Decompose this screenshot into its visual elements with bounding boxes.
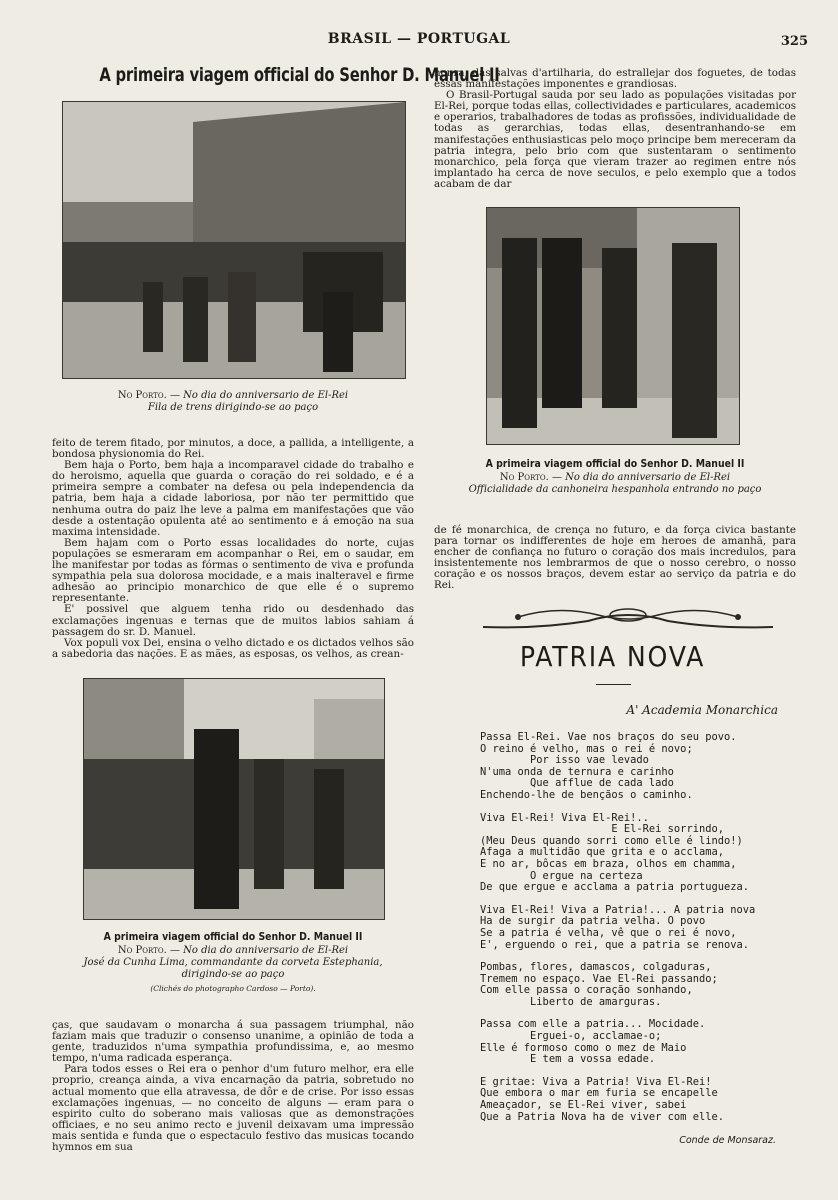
stanza	[480, 732, 800, 802]
photo-carriages	[62, 101, 406, 379]
poem-line: Ha de surgir da patria velha. O povo	[480, 915, 706, 928]
paragraph: Vox populi vox Dei, ensina o velho dictado e os dictados velhos são a sabedoria das nações. E as mães, as esposas, os velhos, as crean-	[52, 636, 414, 660]
figure1-caption-sub: Fila de trens dirigindo-se ao paço	[147, 402, 319, 413]
poem-line: Com elle passa o coração sonhando,	[480, 984, 693, 997]
paragraph: O Brasil-Portugal sauda por seu lado as populações visitadas por El-Rei, porque todas ellas, collectividades e particulares, academicos e operarios, trabalhadores de todas as profissões, individualidade de todas as gerarchias, todas ellas, desentranhando-se em manifestações enthusiasticas pelo moço principe bem mereceram da patria integra, pelo brio com que sustentaram o sentimento monarchico, pela força que vieram trazer ao regimen entre nós implantado ha cerca de nove seculos, e pelo exemplo que a todos acabam de dar	[434, 89, 796, 190]
poem-signature: Conde de Monsaraz.	[679, 1135, 776, 1146]
poem-line: O reino é velho, mas o rei é novo;	[480, 742, 693, 755]
poem-title-rule	[596, 684, 631, 685]
poem-line: Viva El-Rei! Viva a Patria!... A patria nova	[480, 903, 756, 916]
paragraph: ças, que saudavam o monarcha á sua passagem triumphal, não faziam mais que traduzir o consenso unanime, a opinião de toda a gente, traduzidos n'uma sympathia profundissima, e, ao mesmo tempo, n'uma radicada esperança.	[52, 1019, 414, 1065]
poem-line: E El-Rei sorrindo,	[480, 823, 724, 836]
poem-line: Que a Patria Nova ha de viver com elle.	[480, 1110, 724, 1123]
figure2-caption-text: — No dia do anniversario de El-Rei	[551, 472, 731, 483]
paragraph: Bem haja o Porto, bem haja a incomparavel cidade do trabalho e do heroismo, aquella que guarda o coração do rei soldado, e é a primeira sempre a combater na defesa ou pela independencia da patria, bem haja a cidade laboriosa, por não ter permittido que nenhuma outra do paiz lhe leve a palma em manifestações que vão desde a ostentação opulenta até ao sentimento e á emoção na sua maxima intensidade.	[52, 459, 414, 538]
right-text-2	[434, 524, 796, 592]
poem-line: Se a patria é velha, vê que o rei é novo,	[480, 926, 737, 939]
poem-line: Liberto de amarguras.	[480, 995, 662, 1008]
ornament-divider	[478, 603, 778, 633]
poem-line: Pombas, flores, damascos, colgaduras,	[480, 961, 712, 974]
poem-line: Passa El-Rei. Vae nos braços do seu povo.	[480, 731, 737, 743]
right-text-1	[434, 67, 796, 190]
photo-credit: (Clichés do photographo Cardoso — Porto).	[150, 984, 316, 993]
figure2-place: No Porto.	[499, 472, 549, 483]
poem-line: (Meu Deus quando sorri como elle é lindo!)	[480, 834, 743, 847]
poem-body	[480, 732, 800, 1134]
page-number: 325	[780, 34, 808, 49]
stanza	[480, 1019, 800, 1065]
article-title: A primeira viagem official do Senhor D. Manuel II	[99, 64, 500, 86]
stanza	[480, 813, 800, 894]
stanza	[480, 1077, 800, 1123]
paragraph: E' possivel que alguem tenha rido ou desdenhado das exclamações ingenuas e ternas que de muitos labios sahiam á passagem do sr. D. Manuel.	[52, 603, 414, 638]
poem-line: De que ergue e acclama a patria portugueza.	[480, 881, 749, 894]
paragraph: de fé monarchica, de crença no futuro, e da força civica bastante para tornar os indifferentes de hoje em heroes de amanhã, para encher de confiança no futuro o coração dos mais incredulos, para insistentemente nos lembrarmos de que o nosso cerebro, o nosso coração e os nossos braços, devem estar ao serviço da patria e do Rei.	[434, 524, 796, 592]
poem-line: Viva El-Rei! Viva El-Rei!..	[480, 811, 649, 824]
poem-line: Elle é formoso como o mez de Maio	[480, 1041, 687, 1054]
poem-line: Enchendo-lhe de bençãos o caminho.	[480, 788, 693, 801]
poem-line: Passa com elle a patria... Mocidade.	[480, 1018, 706, 1031]
figure1-caption-text: — No dia do anniversario de El-Rei	[169, 390, 349, 401]
paragraph: honra, das salvas d'artilharia, do estrallejar dos foguetes, de todas essas manifestações imponentes e grandiosas.	[434, 67, 796, 91]
poem-line: O ergue na certeza	[480, 869, 643, 882]
poem-line: E no ar, bôcas em braza, olhos em chamma,	[480, 857, 737, 870]
figure3-title: A primeira viagem official do Senhor D. Manuel II	[103, 930, 363, 943]
figure2-caption	[450, 472, 780, 496]
figure1-caption	[62, 390, 404, 414]
figure1-place: No Porto.	[117, 390, 167, 401]
figure3-caption-line2: José da Cunha Lima, commandante da corveta Estephania,	[83, 957, 383, 968]
poem-line: Por isso vae levado	[480, 754, 649, 767]
stanza	[480, 905, 800, 951]
poem-line: Que embora o mar em furia se encapelle	[480, 1087, 718, 1100]
poem-line: E gritae: Viva a Patria! Viva El-Rei!	[480, 1075, 712, 1088]
figure3-caption-text: — No dia do anniversario de El-Rei	[169, 945, 349, 956]
poem-line: E', erguendo o rei, que a patria se renova.	[480, 938, 749, 951]
poem-line: Afaga a multidão que grita e o acclama,	[480, 846, 724, 859]
paragraph: feito de terem fitado, por minutos, a doce, a pallida, a intelligente, a bondosa physionomia do Rei.	[52, 437, 414, 461]
poem-line: N'uma onda de ternura e carinho	[480, 765, 674, 778]
poem-line: Ameaçador, se El-Rei viver, sabei	[480, 1099, 687, 1112]
figure3-caption-line3: dirigindo-se ao paço	[181, 969, 285, 980]
poem-line: Que afflue de cada lado	[480, 777, 674, 790]
left-text-1	[52, 437, 414, 660]
poem-title: PATRIA NOVA	[519, 640, 706, 673]
figure2-caption-sub: Officialidade da canhoneira hespanhola entrando no paço	[468, 484, 762, 495]
paragraph: Para todos esses o Rei era o penhor d'um futuro melhor, era elle proprio, creança ainda, a viva encarnação da patria, sobretudo no actual momento que ella atravessa, de dôr e de crise. Por isso essas exclamações ingenuas, — no conceito de alguns — eram para o espirito culto do soberano mais valiosas que as demonstrações officiaes, e no seu animo recto e juvenil deixavam uma impressão mais sentida e funda que o espectaculo festivo das musicas tocando hymnos em sua	[52, 1063, 414, 1154]
stanza	[480, 962, 800, 1008]
figure3-caption	[58, 945, 408, 981]
photo-officers	[486, 207, 740, 445]
left-text-2	[52, 1019, 414, 1154]
photo-commander	[83, 678, 385, 920]
figure3-place: No Porto.	[117, 945, 167, 956]
poem-line: Tremem no espaço. Vae El-Rei passando;	[480, 972, 718, 985]
paragraph: Bem hajam com o Porto essas localidades do norte, cujas populações se esmeraram em acompanhar o Rei, em o saudar, em lhe manifestar por todas as fórmas o sentimento de viva e profunda sympathia pela sua dolorosa mocidade, e a mais inalteravel e firme adhesão ao principio monarchico de que elle é o supremo representante.	[52, 536, 414, 605]
poem-line: E tem a vossa edade.	[480, 1053, 656, 1066]
page-header	[0, 31, 838, 47]
poem-line: Erguei-o, acclamae-o;	[480, 1030, 662, 1043]
running-title: BRASIL — PORTUGAL	[327, 31, 511, 47]
poem-dedication: A' Academia Monarchica	[626, 703, 778, 717]
figure2-title: A primeira viagem official do Senhor D. Manuel II	[485, 457, 745, 470]
